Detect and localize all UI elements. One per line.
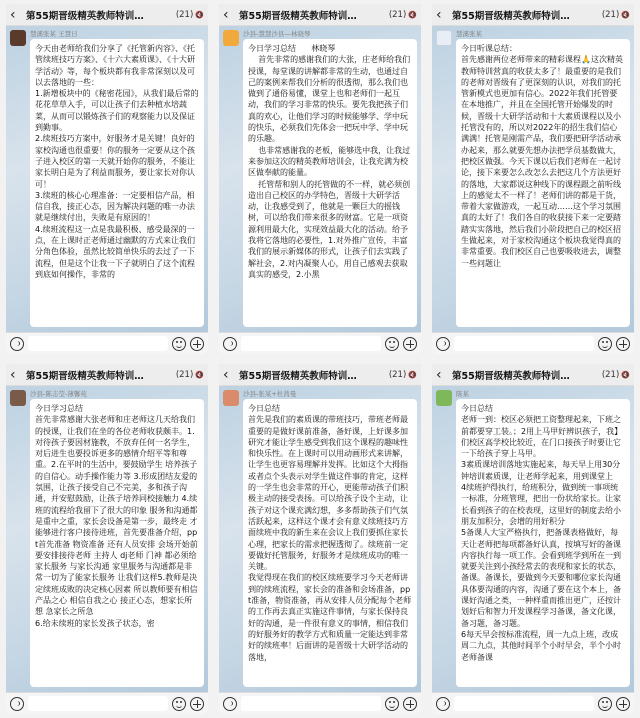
voice-icon[interactable] <box>223 337 237 351</box>
avatar[interactable] <box>10 390 26 406</box>
input-bar <box>219 692 421 714</box>
sender-name: 沙县-张某+杜茜曼 <box>243 390 297 398</box>
plus-icon[interactable] <box>616 697 630 711</box>
message-bubble[interactable]: 今日学习总结 林晓琴 首先非常的感谢我们的大张，庄老师给我们授课，每堂课的讲解都非常的生动，也通过自己的案例来帮我们分析的很透彻，那么我们也做到了通俗易懂，课堂上也和老师们一起互动，我们的学习非常的快乐。要先我把孩子们真的欢心，让他们学习的时候能够学、学中玩的快乐，必须我们先体会一把玩中学、学中玩的乐趣。 也非常感谢我的老板，能够选中我，让我过来参加这次的精英教师培训会，让我充满为校区做奉献的能量。 托管帮和别人的托管做的不一样，就必须创造出自己校区的办学特色，晋级十大研学活动，让我感受到了，他就是一颗巨大的摇钱树，可以给我们带来很多的财富。它是一项资源利用最大化，实现效益最大化的活动。给予我将它落地的必要性，1.对外推广宣传，丰富我们的展示新媒体的形式，让孩子们去实践了解社会，2.对内凝聚人心，用自己感观去获取真实的感受，2.小黑 <box>243 39 417 327</box>
emoji-icon[interactable] <box>598 337 612 351</box>
chat-header <box>6 4 208 26</box>
member-count: (21) <box>601 369 620 380</box>
avatar[interactable] <box>436 390 452 406</box>
plus-icon[interactable] <box>190 697 204 711</box>
input-bar <box>6 692 208 714</box>
member-count: (21) <box>388 9 407 20</box>
voice-icon[interactable] <box>10 337 24 351</box>
emoji-icon[interactable] <box>598 697 612 711</box>
chat-screen-6 <box>432 364 634 714</box>
emoji-icon[interactable] <box>385 337 399 351</box>
message-input[interactable] <box>28 696 168 711</box>
member-count: (21) <box>175 9 194 20</box>
avatar[interactable] <box>436 30 452 46</box>
chat-header <box>219 364 421 386</box>
message-row <box>436 30 630 327</box>
chat-title: 第55期晋级精英教师特训… <box>452 10 570 22</box>
chat-title: 第55期晋级精英教师特训… <box>239 370 357 382</box>
avatar[interactable] <box>10 30 26 46</box>
message-bubble[interactable]: 今日总结 老师一到：校区必须把工资整理起来，下班之前都要穿工装。；2用上马甲好辨识孩子，我】们校区高学校比较近，在门口接孩子时要让它一下给孩子穿上马甲。 3素质课培训落地实施起来，每天早上用30分钟培训素质课，让老师学起来，用到课堂上 4续班护得执行，给班积分，做到统一事项统一标准，分班管理，把出一份状给家长。让家长看到孩子的在校表现，这里好的制度去给小朋友加积分，会增的用好积分 5备课人大宝严格执行，把备课表格做好，每天让老师把每项都备好认真，按填写好的备课内容执行每一项工作。会看到班学到所在一到就要关注到小孩经常去的表现和家长的状态， 备课。备课长，要做到今天要和哪位家长沟通具体要沟通的内容，沟通了要在这个本上，备课好沟通之类，一种样重而推出更广，还按计划好后和智力开发课程学习备课，备文化课，备习题，备习题。 6每天早会按标准流程，周一九点上班，改成周二九点，其他时间半个小时早会，半个小时老师备课 <box>456 399 630 687</box>
mute-icon: 🔇 <box>621 10 630 19</box>
mute-icon: 🔇 <box>408 10 417 19</box>
back-icon[interactable]: ‹ <box>436 366 442 383</box>
chat-title: 第55期晋级精英教师特训… <box>26 370 144 382</box>
chat-title: 第55期晋级精英教师特训… <box>26 10 144 22</box>
chat-screen-2 <box>219 4 421 354</box>
chat-header <box>432 4 634 26</box>
chat-header <box>432 364 634 386</box>
chat-screen-3 <box>432 4 634 354</box>
message-input[interactable] <box>28 336 168 351</box>
back-icon[interactable]: ‹ <box>223 6 229 23</box>
message-input[interactable] <box>454 336 594 351</box>
input-bar <box>219 332 421 354</box>
message-row <box>10 390 204 687</box>
member-count: (21) <box>175 369 194 380</box>
sender-name: 陈某 <box>456 390 469 398</box>
emoji-icon[interactable] <box>172 697 186 711</box>
input-bar <box>6 332 208 354</box>
mute-icon: 🔇 <box>195 370 204 379</box>
sender-name: 慧溪张某 <box>456 30 482 38</box>
message-bubble[interactable]: 今天由老师给我们分享了《托管新内容》、《托管续班技巧方案》、《十六大素质课》、《十大研学活动》等，每个板块都有我非常深刻以及可以去落地的一些： 1.新增板块中的《秘密花园》，从我们最后常的花花草草入手，可以让孩子们去种植水培蔬菜，从而可以锻炼孩子们的观察能力以及保证到勤事。 2.续班技巧方案中，好服务才是关键！良好的家校沟通也很重要！你的服务一定要从这个孩子进入校区的第一天就开始你的服务，不能让家长明白是为了利益而服务，要让家长对你认可！ 3.续班的核心心理准备：一定要相信产品，相信自我，接正心态，因为解决问题的唯一办法就是继续付出，失败是有原因的！ 4.续班流程这一点是我最积极、感受最深的一点，在上课时正老师通过幽默的方式来让我们分角色体验，虽然比较简单快乐的去过了一下流程，但是这个让我一下子就明白了这个流程到底如何操作，非常的 <box>30 39 204 327</box>
input-bar <box>432 692 634 714</box>
voice-icon[interactable] <box>436 697 450 711</box>
mute-icon: 🔇 <box>621 370 630 379</box>
avatar[interactable] <box>223 30 239 46</box>
input-bar <box>432 332 634 354</box>
back-icon[interactable]: ‹ <box>10 366 16 383</box>
message-input[interactable] <box>454 696 594 711</box>
chat-screen-5 <box>219 364 421 714</box>
message-row <box>10 30 204 327</box>
back-icon[interactable]: ‹ <box>10 6 16 23</box>
message-bubble[interactable]: 今日学习总结 首先非常感谢大张老师和庄老师这几天给我们的授课，让我们在坐的各位老师收获颇丰。1.对待孩子要因材施教，不放弃任何一名学生，对后进生也要投诉更多的感情介绍平等和尊重。2.在平时的生活中，要鼓励学生 培养孩子的自信心。动手操作能力等 3.形成团结友爱的氛围，让孩子接受自己不完美，多和孩子沟通，并安慰鼓励，让孩子培养同校接触力 4.续班的流程给我留下了很大的印象 服务和沟通都是重中之重，家长会设备是第一步，最终走 才能够进行客户接待进班，首先要准备介绍，ppt首先准备 物资准备 还有人员安排 会场开始前要安排接待老师 主持人 dj老师 门神 都必须给家长服务 与家长沟通 家里服务与沟通都是非常一切为了能家长服务 让我们这样5.教师是决定续班成败的决定核心因素 所以教师要有相信产品之心 相信自我之心 接正心态，想家长所想 急家长之所急 6.给未续班的家长发孩子状态，密 <box>30 399 204 687</box>
emoji-icon[interactable] <box>172 337 186 351</box>
message-bubble[interactable]: 今日总结 首先是我们的素质课的带班技巧，带班老师最重要的是做好课前准备，备好课，上好课多加研究才能让学生感受到我们这个课程的趣味性和快乐性。在上课时可以用动画形式来讲解，让学生也更容易理解并发挥。比如这个大拇指或者点个头表示对学生做这件事的肯定，这样的一学生也会非常的开心，更能带动孩子们积极主动的接受表扬。可以给孩子设个主动，让孩子对这个课充满幻想，多多帮助孩子们气氛活跃起来，这样这个课才会有意义续班技巧方面续班中我的新生来在会议上我们要抓住家长心理，把家长的需求把握透彻了。续班前一定要做好托管服务，好服务才是续班成功的唯一关键。 我觉得现在我们的校区续班要学习今天老师讲到的续班流程，家长会的准备和会场准备，ppt准备，物资准备，再从安排人员分配每个老师的工作再去真正实施这件事情，与家长保持良好的沟通，是一件很有意义的事情，相信我们的好服务好的教学方式和质量一定能达到非常好的续班率！后面讲的是晋级十大研学活动的落地， <box>243 399 417 687</box>
back-icon[interactable]: ‹ <box>223 366 229 383</box>
message-bubble[interactable]: 今日听课总结： 首先感谢两位老师带来的精彩课程🙏这次精英教师特训营真的收获太多了！最重要的是我们的老师对晋级有了更深刻的认识，对我们的托管新模式也更加有信心。2022年我们托管要在本地推广，并且在全国托管开始爆发的时候，晋级十大研学活动和十大素质课程以及小托管没有的，所以对2022年的招生我们信心满满！托管是刚需产品，我们要把研学活动承办起来，那么就要先想办法把学员基数做大，把校区做强。今天下课以后我们老师在一起讨论，接下来要怎么改怎么去把这几个方法更好的落地，大家都说这种线下的课程跟之前听线上的感觉太不一样了！老师们讲的都是干货，带着大家做游戏，一起互动……这个学习氛围真的太好了！我们各自的收获接下来一定要踏踏实实落地，然后我们小阶段把自己的校区招生做起来，对于家校沟通这个板块我觉得真的非常重要。我们校区自己也要吸收进去，调整一些问题让 <box>456 39 630 327</box>
message-input[interactable] <box>241 696 381 711</box>
message-row <box>223 390 417 687</box>
chat-screen-4 <box>6 364 208 714</box>
voice-icon[interactable] <box>223 697 237 711</box>
sender-name: 沙县-陈志莹-薄馨苑 <box>30 390 87 398</box>
chat-header <box>219 4 421 26</box>
back-icon[interactable]: ‹ <box>436 6 442 23</box>
plus-icon[interactable] <box>403 337 417 351</box>
chat-screen-1 <box>6 4 208 354</box>
plus-icon[interactable] <box>616 337 630 351</box>
emoji-icon[interactable] <box>385 697 399 711</box>
member-count: (21) <box>388 369 407 380</box>
mute-icon: 🔇 <box>408 370 417 379</box>
message-row <box>436 390 630 687</box>
chat-header <box>6 364 208 386</box>
plus-icon[interactable] <box>190 337 204 351</box>
message-row <box>223 30 417 327</box>
avatar[interactable] <box>223 390 239 406</box>
plus-icon[interactable] <box>403 697 417 711</box>
sender-name: 沙县-慧慧沙县—林晓琴 <box>243 30 311 38</box>
sender-name: 慧溪张某 王慧日 <box>30 30 78 38</box>
voice-icon[interactable] <box>10 697 24 711</box>
chat-title: 第55期晋级精英教师特训… <box>239 10 357 22</box>
voice-icon[interactable] <box>436 337 450 351</box>
member-count: (21) <box>601 9 620 20</box>
mute-icon: 🔇 <box>195 10 204 19</box>
chat-title: 第55期晋级精英教师特训… <box>452 370 570 382</box>
message-input[interactable] <box>241 336 381 351</box>
